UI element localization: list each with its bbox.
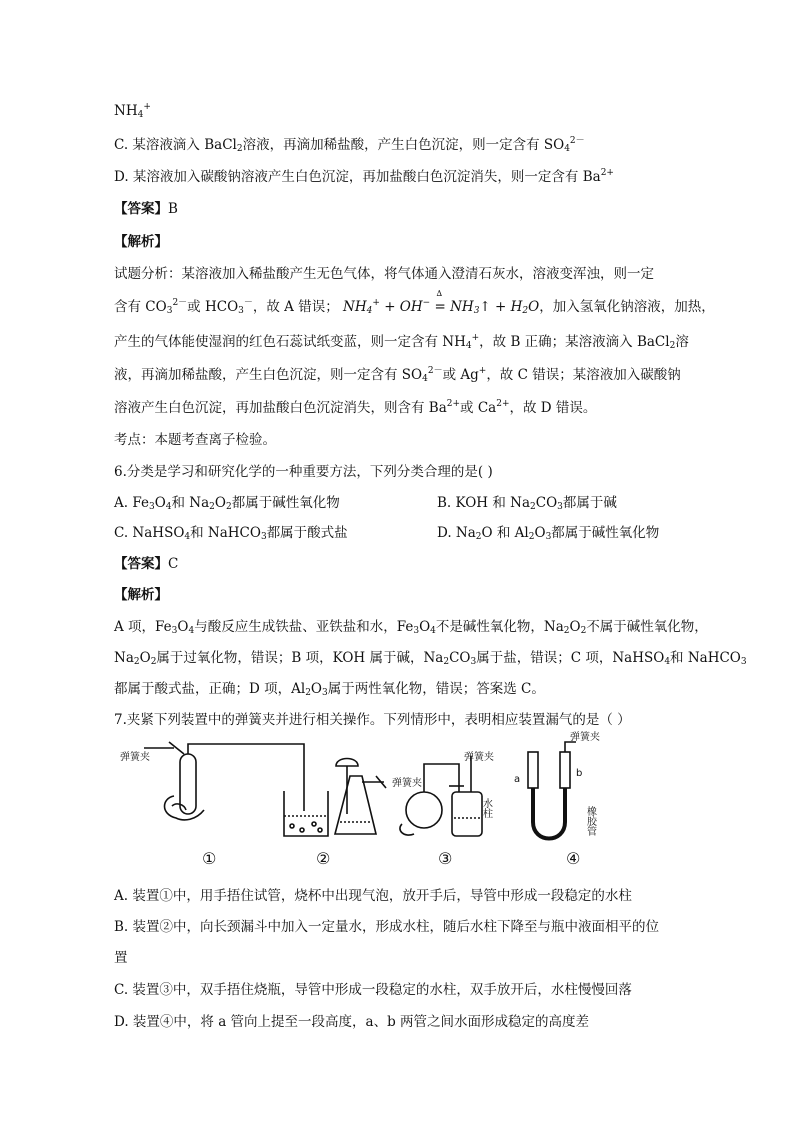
q7-option-b: B. 装置②中，向长颈漏斗中加入一定量水，形成水柱，随后水柱下降至与瓶中液面相平的位 bbox=[114, 919, 660, 935]
reaction-equation: $NH_4^+ + OH^-$ = ∆ $NH_3↑ + H_2O$ bbox=[343, 289, 540, 316]
delivery-tube bbox=[188, 744, 304, 811]
q5-analysis-line1: 试题分析：某溶液加入稀盐酸产生无色气体，将气体通入澄清石灰水，溶液变浑浊，则一定 bbox=[114, 266, 654, 282]
q6-option-b: B. KOH 和 $Na_2CO_3$都属于碱 bbox=[437, 495, 617, 512]
funnel-top bbox=[336, 759, 358, 767]
q6-analysis-line1: A 项，$Fe_3O_4$与酸反应生成铁盐、亚铁盐和水，$Fe_3O_4$不是碱性氧化物，$Na_2O_2$不属于碱性氧化物， bbox=[114, 619, 708, 636]
q7-stem: 7.夹紧下列装置中的弹簧夹并进行相关操作。下列情形中，表明相应装置漏气的是（ ） bbox=[114, 712, 631, 728]
q5-option-c: C. 某溶液滴入 BaCl$_2$溶液，再滴加稀盐酸，产生白色沉淀，则一定含有 $SO_4^{2-}$ bbox=[114, 136, 585, 154]
q6-analysis-line2: $Na_2O_2$属于过氧化物，错误；B 项，KOH 属于碱，$Na_2CO_3$属于盐，错误；C 项，NaHSO$_4$和 NaHCO$_3$ bbox=[114, 650, 747, 667]
q5-option-d: D. 某溶液加入碳酸钠溶液产生白色沉淀，再加盐酸白色沉淀消失，则一定含有 $Ba^{2+}$ bbox=[114, 168, 614, 185]
round-flask bbox=[406, 792, 442, 828]
q7-option-c: C. 装置③中，双手捂住烧瓶，导管中形成一段稳定的水柱，双手放开后，水柱慢慢回落 bbox=[114, 982, 632, 998]
q5-knowledge-point: 考点：本题考查离子检验。 bbox=[114, 432, 276, 448]
q6-analysis-line3: 都属于酸式盐，正确；D 项，$Al_2O_3$属于两性氧化物，错误；答案选 C。 bbox=[114, 681, 545, 698]
q6-analysis-label: 【解析】 bbox=[114, 587, 168, 603]
q5-analysis-line5: 溶液产生白色沉淀，再加盐酸白色沉淀消失，则含有 $Ba^{2+}$或 $Ca^{2+}$，故 D 错误。 bbox=[114, 399, 597, 416]
conical-flask bbox=[335, 776, 376, 834]
q7-option-b-cont: 置 bbox=[114, 950, 128, 966]
q5-analysis-label: 【解析】 bbox=[114, 234, 168, 250]
label-apparatus-3: ③ bbox=[438, 849, 453, 868]
label-b: b bbox=[576, 768, 583, 779]
text-fragment: $NH_4^+$ bbox=[114, 102, 151, 120]
bottle bbox=[452, 792, 482, 836]
q5-answer: 【答案】B bbox=[114, 201, 178, 217]
q6-option-c: C. NaHSO$_4$和 NaHCO$_3$都属于酸式盐 bbox=[114, 525, 348, 542]
q5-analysis-line4: 液，再滴加稀盐酸，产生白色沉淀，则一定含有 $SO_4^{2-}$或 Ag+，故 C 错误；某溶液加入碳酸钠 bbox=[114, 366, 681, 384]
label-apparatus-2: ② bbox=[316, 849, 331, 868]
label-spring-clip-2: 弹簧夹 bbox=[392, 778, 422, 789]
q6-option-a: A. $Fe_3O_4$和 $Na_2O_2$都属于碱性氧化物 bbox=[114, 495, 340, 512]
label-spring-clip-3: 弹簧夹 bbox=[464, 752, 494, 763]
q7-option-d: D. 装置④中，将 a 管向上提至一段高度，a、b 两管之间水面形成稳定的高度差 bbox=[114, 1014, 590, 1030]
q7-option-a: A. 装置①中，用手捂住试管，烧杯中出现气泡，放开手后，导管中形成一段稳定的水柱 bbox=[114, 888, 632, 904]
label-apparatus-4: ④ bbox=[566, 849, 581, 868]
apparatus-figure bbox=[114, 726, 634, 874]
q6-stem: 6.分类是学习和研究化学的一种重要方法，下列分类合理的是( ) bbox=[114, 464, 493, 480]
q6-option-d: D. $Na_2O$ 和 $Al_2O_3$都属于碱性氧化物 bbox=[437, 525, 660, 542]
label-apparatus-1: ① bbox=[202, 849, 217, 868]
label-spring-clip-4: 弹簧夹 bbox=[570, 732, 600, 743]
label-water-column: 水柱 bbox=[480, 798, 492, 818]
label-spring-clip-1: 弹簧夹 bbox=[120, 752, 150, 763]
tube-a bbox=[528, 752, 538, 788]
q5-analysis-line3: 产生的气体能使湿润的红色石蕊试纸变蓝，则一定含有 $NH_4^+$，故 B 正确；某溶液滴入 BaCl$_2$溶 bbox=[114, 333, 689, 351]
tube-b bbox=[560, 752, 570, 788]
q6-answer: 【答案】C bbox=[114, 556, 179, 572]
rubber-tube bbox=[533, 788, 565, 839]
label-rubber-tube: 橡胶管 bbox=[584, 806, 596, 836]
q5-analysis-line2: 含有 $CO_3^{2-}$或 $HCO_3^-$，故 A 错误； $NH_4^+ + OH^-$ = ∆ $NH_3↑ + H_2O$，加入氢氧化钠溶液，加热， bbox=[114, 289, 715, 316]
label-a: a bbox=[514, 774, 521, 785]
